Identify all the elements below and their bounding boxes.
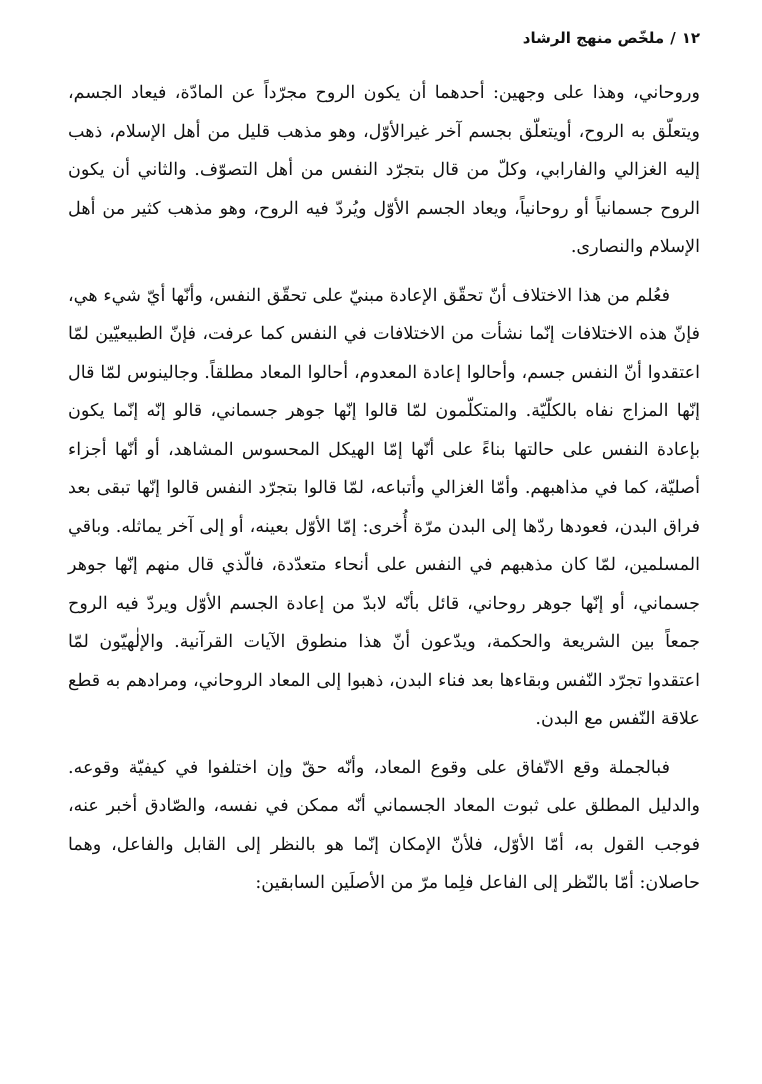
paragraph-1: وروحاني، وهذا على وجهين: أحدهما أن يكون الروح مجرّداً عن المادّة، فيعاد الجسم، ويتعلّق به الروح، أويتعلّق بجسم آخر غيرالأوّل، وهو مذهب قليل من أهل الإسلام، ذهب إليه الغزالي والفارابي، وكلّ من قال بتجرّد النفس من أهل التصوّف. والثاني أن يكون الروح جسمانياً أو روحانياً، ويعاد الجسم الأوّل ويُردّ فيه الروح، وهو مذهب كثير من أهل الإسلام والنصارى. — [68, 83, 700, 257]
page-number: ١٢ — [681, 29, 700, 47]
paragraph-3: فبالجملة وقع الاتّفاق على وقوع المعاد، وأنّه حقّ وإن اختلفوا في كيفيّة وقوعه. والدليل المطلق على ثبوت المعاد الجسماني أنّه ممكن في نفسه، والصّادق أخبر عنه، فوجب القول به، أمّا الأوّل، فلأنّ الإمكان إنّما هو بالنظر إلى القابل والفاعل، وهما حاصلان: أمّا بالنّظر إلى الفاعل فلِما مرّ من الأصلَين السابقين: — [68, 757, 700, 893]
body-text — [68, 74, 700, 903]
header-separator: / — [670, 29, 676, 47]
running-header — [68, 28, 700, 74]
paragraph-2: فعُلم من هذا الاختلاف أنّ تحقّق الإعادة مبنيّ على تحقّق النفس، وأنّها أيّ شيء هي، فإنّ هذه الاختلافات إنّما نشأت من الاختلافات في النفس كما عرفت، فإنّ الطبيعيّين لمّا اعتقدوا أنّ النفس جسم، وأحالوا إعادة المعدوم، أحالوا المعاد مطلقاً. وجالينوس لمّا قال إنّها المزاج نفاه بالكلّيّة. والمتكلّمون لمّا قالوا إنّها جوهر جسماني، قالو إنّه إنّما يكون بإعادة النفس على حالتها بناءً على أنّها إمّا الهيكل المحسوس المشاهد، أو أنّها أجزاء أصليّة، كما في مذاهبهم. وأمّا الغزالي وأتباعه، لمّا قالوا بتجرّد النفس قالوا إنّها تبقى بعد فراق البدن، فعودها ردّها إلى البدن مرّة أُخرى: إمّا الأوّل بعينه، أو إلى آخر يماثله. وباقي المسلمين، لمّا كان مذهبهم في النفس على أنحاء متعدّدة، فالّذي قال منهم إنّها جوهر جسماني، أو إنّها جوهر روحاني، قائل بأنّه لابدّ من إعادة الجسم الأوّل ويردّ فيه الروح جمعاً بين الشريعة والحكمة، ويدّعون أنّ هذا منطوق الآيات القرآنية. والإلٰهيّون لمّا اعتقدوا تجرّد النّفس وبقاءها بعد فناء البدن، ذهبوا إلى المعاد الروحاني، ومرادهم به قطع علاقة النّفس مع البدن. — [68, 285, 700, 729]
book-title: ملخّص منهج الرشاد — [522, 29, 665, 47]
